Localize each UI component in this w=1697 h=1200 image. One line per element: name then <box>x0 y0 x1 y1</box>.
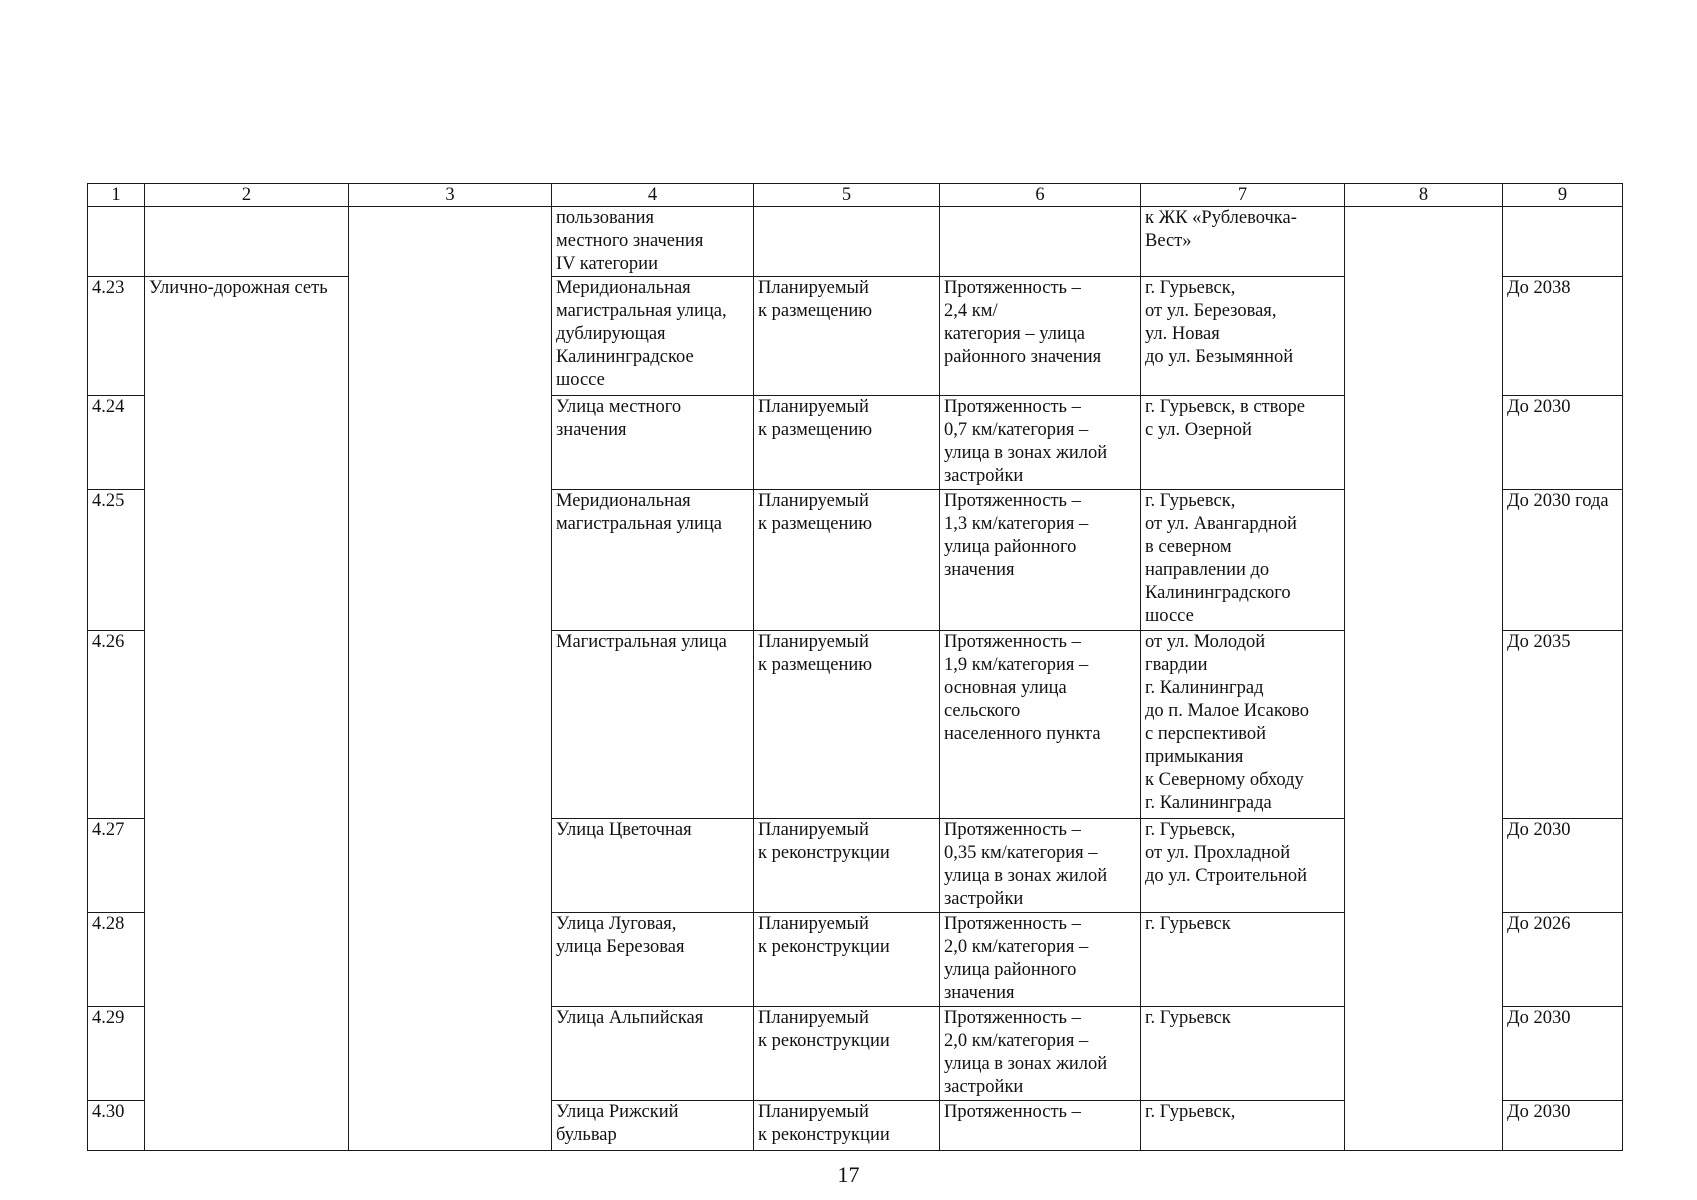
header-cell-7: 7 <box>1141 184 1345 207</box>
object-name-cell: Меридиональная магистральная улица <box>552 490 754 631</box>
characteristics-cell: Протяженность – 0,7 км/категория – улица в зонах жилой застройки <box>940 396 1141 490</box>
deadline-cell: До 2035 <box>1503 631 1623 819</box>
location-cell: г. Гурьевск <box>1141 913 1345 1007</box>
header-cell-4: 4 <box>552 184 754 207</box>
location-cell: г. Гурьевск, <box>1141 1101 1345 1151</box>
object-name-cell: Меридиональная магистральная улица, дублирующая Калининградское шоссе <box>552 277 754 396</box>
row-number: 4.29 <box>88 1007 145 1101</box>
continuation-section-cell <box>145 207 349 277</box>
row-number: 4.26 <box>88 631 145 819</box>
continuation-name-cell: пользования местного значения IV категории <box>552 207 754 277</box>
deadline-cell: До 2030 <box>1503 396 1623 490</box>
characteristics-cell: Протяженность – 2,4 км/ категория – улица районного значения <box>940 277 1141 396</box>
row-number: 4.27 <box>88 819 145 913</box>
location-cell: г. Гурьевск, от ул. Березовая, ул. Новая до ул. Безымянной <box>1141 277 1345 396</box>
location-cell: г. Гурьевск, от ул. Прохладной до ул. Строительной <box>1141 819 1345 913</box>
object-name-cell: Улица местного значения <box>552 396 754 490</box>
status-cell: Планируемый к реконструкции <box>754 1101 940 1151</box>
characteristics-cell: Протяженность – <box>940 1101 1141 1151</box>
deadline-cell: До 2030 года <box>1503 490 1623 631</box>
deadline-cell: До 2030 <box>1503 1007 1623 1101</box>
header-cell-2: 2 <box>145 184 349 207</box>
object-name-cell: Улица Цветочная <box>552 819 754 913</box>
header-cell-6: 6 <box>940 184 1141 207</box>
continuation-num-cell <box>88 207 145 277</box>
column-3-cell <box>349 207 552 1151</box>
header-cell-9: 9 <box>1503 184 1623 207</box>
location-cell: г. Гурьевск, от ул. Авангардной в северном направлении до Калининградского шоссе <box>1141 490 1345 631</box>
status-cell: Планируемый к размещению <box>754 277 940 396</box>
document-table-wrapper <box>87 183 1622 1151</box>
continuation-row <box>88 207 1623 277</box>
deadline-cell: До 2038 <box>1503 277 1623 396</box>
characteristics-cell: Протяженность – 2,0 км/категория – улица в зонах жилой застройки <box>940 1007 1141 1101</box>
page-number: 17 <box>837 1162 860 1187</box>
status-cell: Планируемый к размещению <box>754 396 940 490</box>
object-name-cell: Магистральная улица <box>552 631 754 819</box>
row-number: 4.30 <box>88 1101 145 1151</box>
header-cell-8: 8 <box>1345 184 1503 207</box>
location-cell: г. Гурьевск, в створе с ул. Озерной <box>1141 396 1345 490</box>
characteristics-cell: Протяженность – 2,0 км/категория – улица районного значения <box>940 913 1141 1007</box>
deadline-cell: До 2030 <box>1503 1101 1623 1151</box>
object-name-cell: Улица Альпийская <box>552 1007 754 1101</box>
header-cell-5: 5 <box>754 184 940 207</box>
row-number: 4.23 <box>88 277 145 396</box>
row-number: 4.24 <box>88 396 145 490</box>
deadline-cell: До 2026 <box>1503 913 1623 1007</box>
row-number: 4.28 <box>88 913 145 1007</box>
status-cell: Планируемый к реконструкции <box>754 913 940 1007</box>
status-cell: Планируемый к размещению <box>754 631 940 819</box>
column-8-cell <box>1345 207 1503 1151</box>
object-name-cell: Улица Луговая, улица Березовая <box>552 913 754 1007</box>
section-label-cell: Улично-дорожная сеть <box>145 277 349 1151</box>
status-cell: Планируемый к реконструкции <box>754 819 940 913</box>
continuation-status-cell <box>754 207 940 277</box>
location-cell: от ул. Молодой гвардии г. Калининград до п. Малое Исаково с перспективой примыкания к Северному обходу г. Калининграда <box>1141 631 1345 819</box>
header-cell-3: 3 <box>349 184 552 207</box>
status-cell: Планируемый к размещению <box>754 490 940 631</box>
characteristics-cell: Протяженность – 1,9 км/категория – основная улица сельского населенного пункта <box>940 631 1141 819</box>
characteristics-cell: Протяженность – 0,35 км/категория – улица в зонах жилой застройки <box>940 819 1141 913</box>
continuation-location-cell: к ЖК «Рублевочка- Вест» <box>1141 207 1345 277</box>
document-table <box>87 183 1623 1151</box>
characteristics-cell: Протяженность – 1,3 км/категория – улица районного значения <box>940 490 1141 631</box>
table-header-row <box>88 184 1623 207</box>
header-cell-1: 1 <box>88 184 145 207</box>
continuation-deadline-cell <box>1503 207 1623 277</box>
status-cell: Планируемый к реконструкции <box>754 1007 940 1101</box>
continuation-characteristics-cell <box>940 207 1141 277</box>
deadline-cell: До 2030 <box>1503 819 1623 913</box>
location-cell: г. Гурьевск <box>1141 1007 1345 1101</box>
row-number: 4.25 <box>88 490 145 631</box>
object-name-cell: Улица Рижский бульвар <box>552 1101 754 1151</box>
